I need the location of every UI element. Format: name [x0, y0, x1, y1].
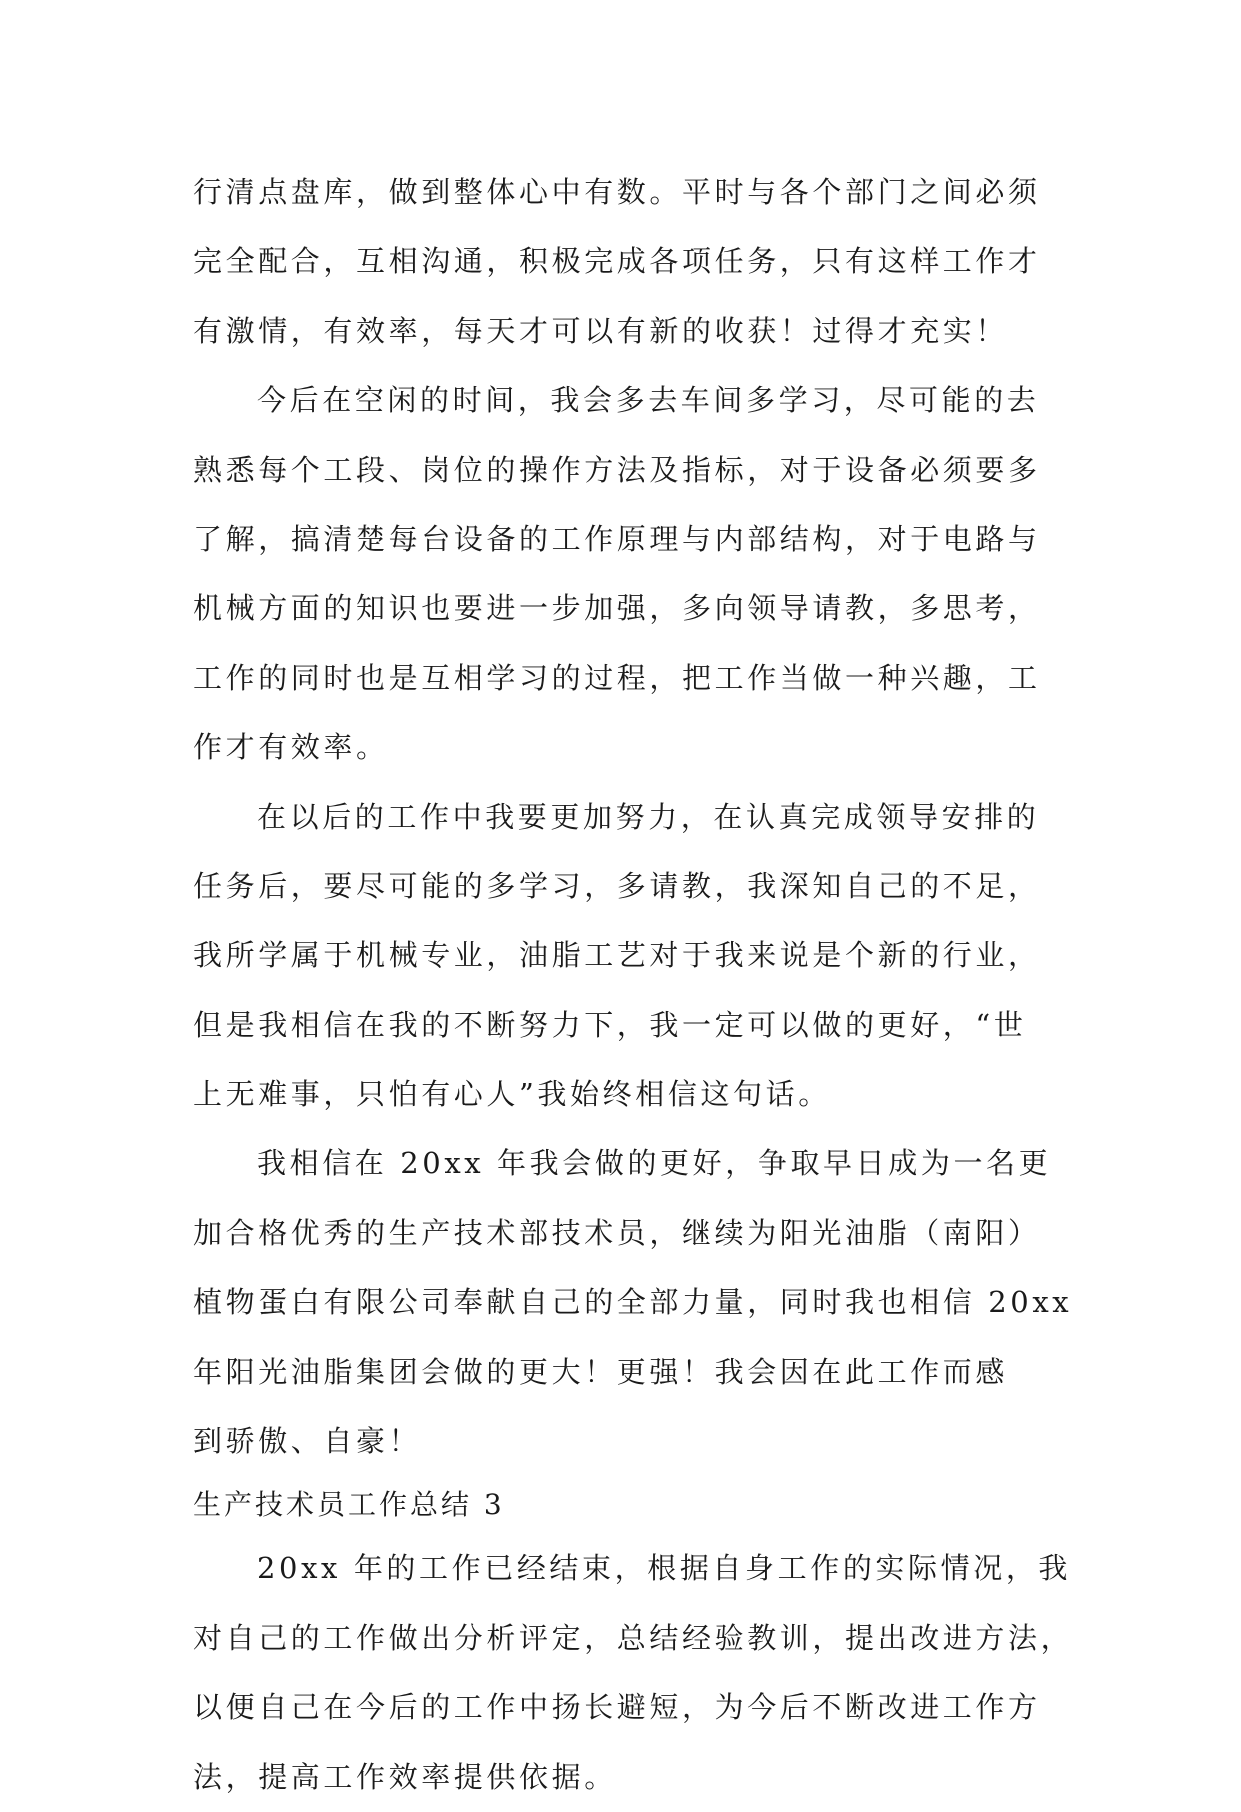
text-line: 以便自己在今后的工作中扬长避短，为今后不断改进工作方: [193, 1690, 1041, 1725]
section-title: 生产技术员工作总结 3: [193, 1488, 505, 1522]
text-line: 完全配合，互相沟通，积极完成各项任务，只有这样工作才: [193, 244, 1041, 279]
text-line: 但是我相信在我的不断努力下，我一定可以做的更好，“世: [193, 1007, 1027, 1042]
text-line: 有激情，有效率，每天才可以有新的收获！过得才充实！: [193, 313, 1009, 348]
text-line: 植物蛋白有限公司奉献自己的全部力量，同时我也相信 20xx: [193, 1285, 1073, 1320]
text-line: 熟悉每个工段、岗位的操作方法及指标，对于设备必须要多: [193, 452, 1041, 487]
paragraph: [193, 1129, 1073, 1476]
text-line: 行清点盘库，做到整体心中有数。平时与各个部门之间必须: [193, 175, 1041, 209]
text-line: 加合格优秀的生产技术部技术员，继续为阳光油脂（南阳）: [193, 1215, 1041, 1250]
text-line: 20xx 年的工作已经结束，根据自身工作的实际情况，我: [257, 1551, 1072, 1586]
text-line: 我相信在 20xx 年我会做的更好，争取早日成为一名更: [257, 1146, 1052, 1181]
text-line: 对自己的工作做出分析评定，总结经验教训，提出改进方法，: [193, 1620, 1074, 1655]
text-line: 任务后，要尽可能的多学习，多请教，我深知自己的不足，: [193, 868, 1041, 903]
text-line: 到骄傲、自豪！: [193, 1424, 422, 1459]
document-body: [193, 158, 1074, 1812]
section-heading: [193, 1476, 1053, 1534]
paragraph-continuation: [193, 158, 1053, 366]
text-line: 工作的同时也是互相学习的过程，把工作当做一种兴趣，工: [193, 660, 1041, 695]
text-line: 法，提高工作效率提供依据。: [193, 1759, 617, 1794]
text-line: 机械方面的知识也要进一步加强，多向领导请教，多思考，: [193, 591, 1041, 626]
text-line: 今后在空闲的时间，我会多去车间多学习，尽可能的去: [257, 383, 1040, 418]
text-line: 作才有效率。: [193, 730, 389, 765]
paragraph: [193, 366, 1053, 782]
paragraph: [193, 783, 1053, 1130]
text-line: 在以后的工作中我要更加努力，在认真完成领导安排的: [257, 799, 1040, 834]
text-line: 我所学属于机械专业，油脂工艺对于我来说是个新的行业，: [193, 938, 1041, 973]
text-line: 了解，搞清楚每台设备的工作原理与内部结构，对于电路与: [193, 521, 1041, 556]
paragraph: [193, 1534, 1074, 1812]
text-line: 年阳光油脂集团会做的更大！更强！我会因在此工作而感: [193, 1354, 1009, 1389]
text-line: 上无难事，只怕有心人”我始终相信这句话。: [193, 1077, 831, 1112]
